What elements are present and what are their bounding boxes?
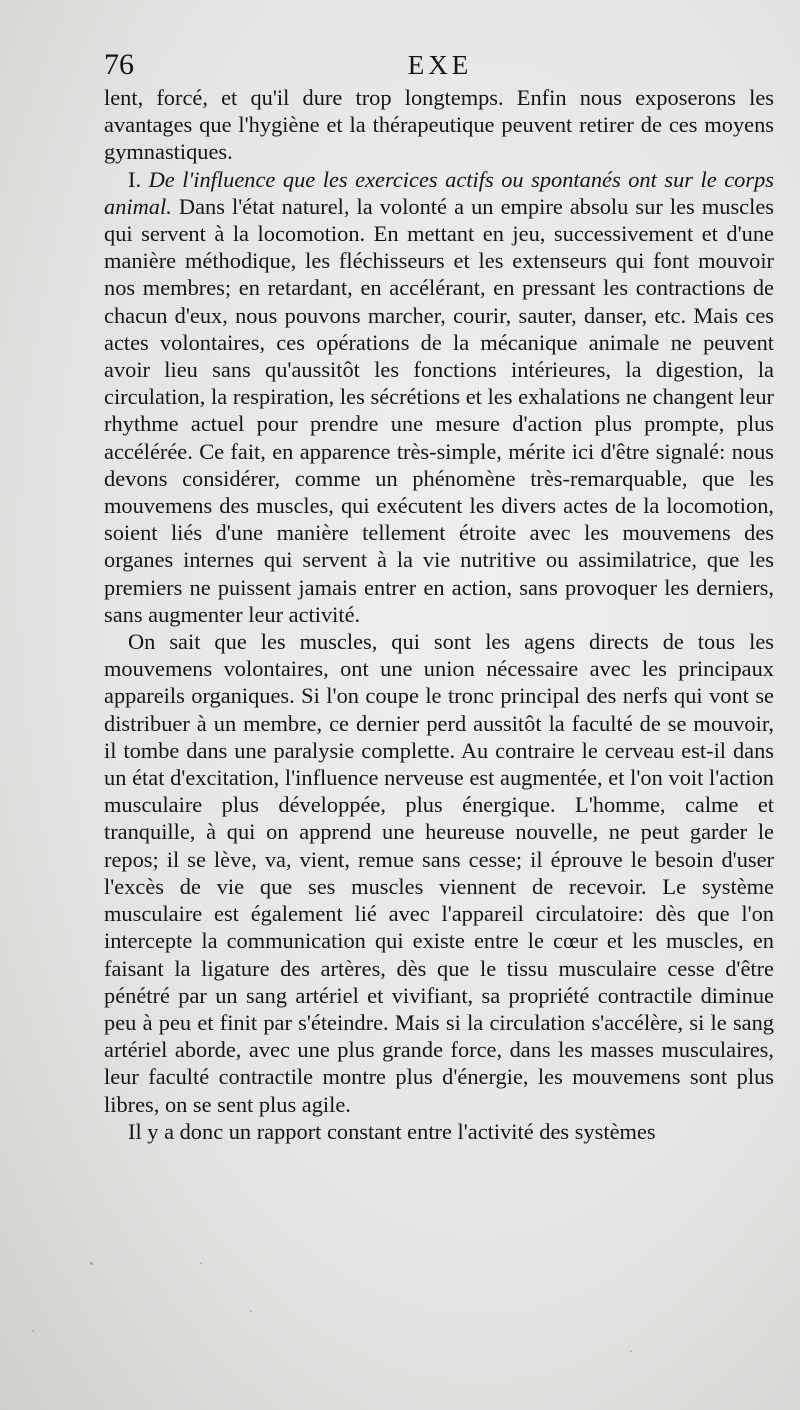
page-number: 76 (104, 48, 134, 81)
paragraph-continuation (104, 84, 774, 166)
page-header (104, 46, 776, 84)
paragraph-text: Il y a donc un rapport constant entre l'activité des systèmes (128, 1118, 656, 1144)
paper-speck (32, 1330, 34, 1332)
paragraph-text: On sait que les muscles, qui sont les agens directs de tous les mouvemens volontaires, ont une union nécessaire avec les principaux appareils organiques. Si l'on coupe le tronc principal des nerfs qui vont se distribuer à un membre, ce dernier perd aussitôt la faculté de se mouvoir, il tombe dans une paralysie complette. Au contraire le cerveau est-il dans un état d'excitation, l'influence nerveuse est augmentée, et l'on voit l'action musculaire plus développée, plus énergique. L'homme, calme et tranquille, à qui on apprend une heureuse nouvelle, ne peut garder le repos; il se lève, va, vient, remue sans cesse; il éprouve le besoin d'user l'excès de vie que ses muscles viennent de recevoir. Le système musculaire est également lié avec l'appareil circulatoire: dès que l'on intercepte la communication qui existe entre le cœur et les muscles, en faisant la ligature des artères, dès que le tissu musculaire cesse d'être pénétré par un sang artériel et vivifiant, sa propriété contractile diminue peu à peu et finit par s'éteindre. Mais si la circulation s'accélère, si le sang artériel aborde, avec une plus grande force, dans les masses musculaires, leur faculté contractile montre plus d'énergie, les mouvemens sont plus libres, on se sent plus agile. (104, 629, 774, 1117)
paper-speck (200, 1262, 202, 1264)
paper-speck (630, 1350, 632, 1352)
section-heading-italic: De l'influence que les exercices actifs ou spontanés ont sur le corps animal. (104, 166, 775, 219)
running-head: EXE (407, 50, 473, 80)
paper-speck (90, 1262, 93, 1265)
paragraph-text: lent, forcé, et qu'il dure trop longtemps. Enfin nous exposerons les avantages que l'hygiène et la thérapeutique peuvent retirer de ces moyens gymnastiques. (104, 85, 774, 165)
paragraph-text: Dans l'état naturel, la volonté a un empire absolu sur les muscles qui servent à la locomotion. En mettant en jeu, successivement et d'une manière méthodique, les fléchisseurs et les extenseurs qui font mouvoir nos membres; en retardant, en accélérant, en pressant les contractions de chacun d'eux, nous pouvons marcher, courir, sauter, danser, etc. Mais ces actes volontaires, ces opérations de la mécanique animale ne peuvent avoir lieu sans qu'aussitôt les fonctions intérieures, la digestion, la circulation, la respiration, les sécrétions et les exhalations ne changent leur rhythme actuel pour prendre une mesure d'action plus prompte, plus accélérée. Ce fait, en apparence très-simple, mérite ici d'être signalé: nous devons considérer, comme un phénomène très-remarquable, que les mouvemens des muscles, qui exécutent les divers actes de la locomotion, soient liés d'une manière tellement étroite avec les mouvemens des organes internes qui servent à la vie nutritive ou assimilatrice, que les premiers ne puissent jamais entrer en action, sans provoquer les derniers, sans augmenter leur activité. (104, 193, 774, 627)
paper-speck (250, 1310, 252, 1312)
paragraph-muscles (104, 628, 774, 1118)
section-number: I. (128, 166, 149, 192)
body-text (104, 84, 774, 1145)
paragraph-final (104, 1118, 774, 1145)
paragraph-section-one (104, 166, 774, 628)
